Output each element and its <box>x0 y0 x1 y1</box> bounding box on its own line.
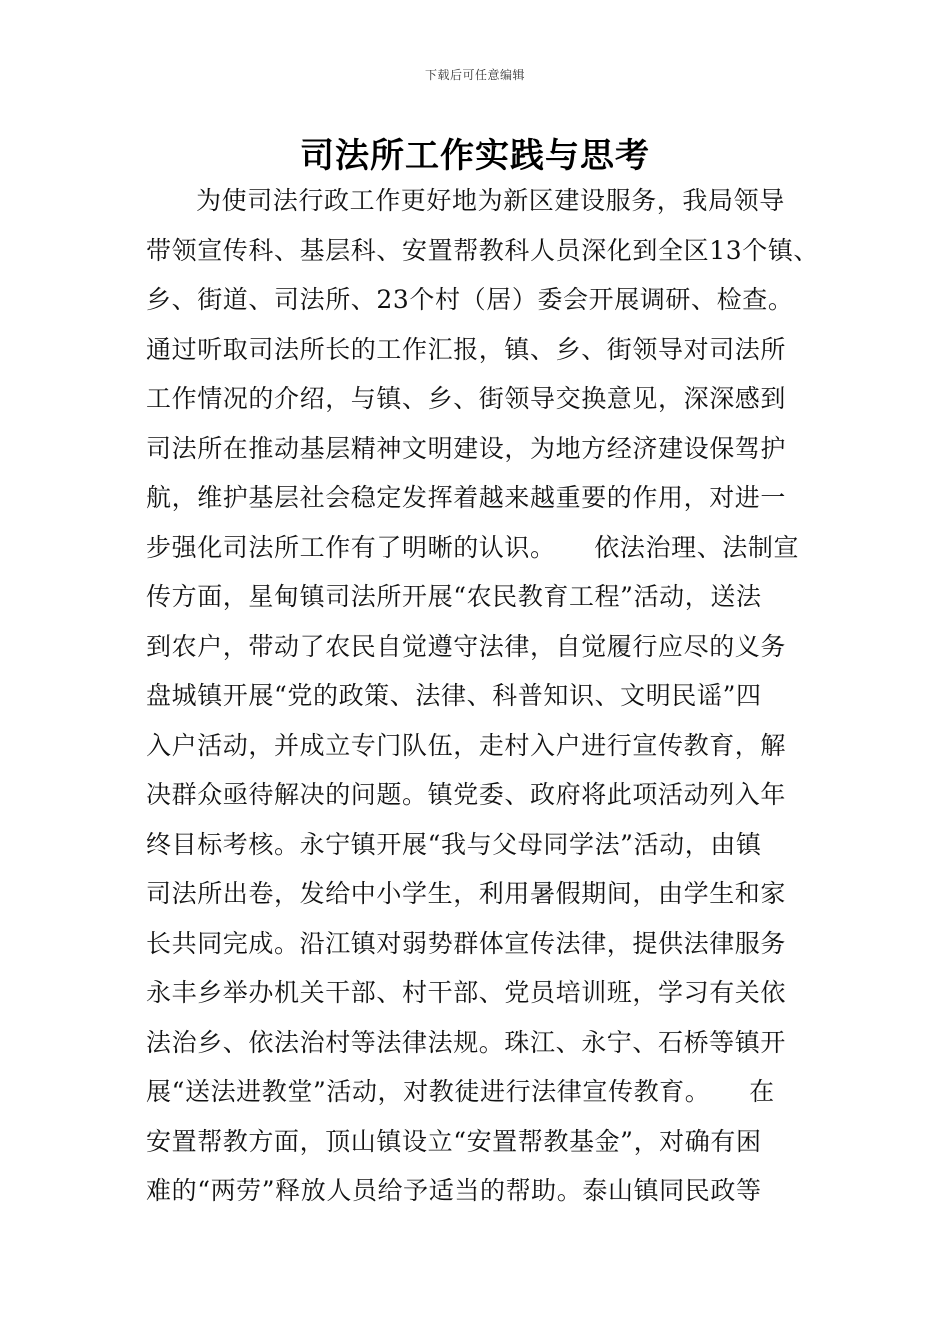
body-line: 难的“两劳”释放人员给予适当的帮助。泰山镇同民政等 <box>146 1176 762 1205</box>
body-line: 航，维护基层社会稳定发挥着越来越重要的作用，对进一 <box>146 483 787 512</box>
body-line: 传方面，星甸镇司法所开展“农民教育工程”活动，送法 <box>146 582 762 611</box>
body-line: 乡、街道、司法所、23个村（居）委会开展调研、检查。 <box>146 285 794 314</box>
document-title: 司法所工作实践与思考 <box>300 136 650 176</box>
page-header-note: 下载后可任意编辑 <box>424 68 525 82</box>
body-line: 工作情况的介绍，与镇、乡、街领导交换意见，深深感到 <box>146 384 787 413</box>
body-line: 永丰乡举办机关干部、村干部、党员培训班，学习有关依 <box>146 978 787 1007</box>
body-line: 安置帮教方面，顶山镇设立“安置帮教基金”，对确有困 <box>146 1126 762 1156</box>
body-line: 法治乡、依法治村等法律法规。珠江、永宁、石桥等镇开 <box>146 1027 787 1057</box>
body-line: 入户活动，并成立专门队伍，走村入户进行宣传教育，解 <box>146 730 787 760</box>
body-line: 为使司法行政工作更好地为新区建设服务，我局领导 <box>196 186 785 215</box>
body-line: 通过听取司法所长的工作汇报，镇、乡、街领导对司法所 <box>146 334 787 364</box>
body-line: 盘城镇开展“党的政策、法律、科普知识、文明民谣”四 <box>146 681 762 710</box>
body-line: 司法所在推动基层精神文明建设，为地方经济建设保驾护 <box>146 433 787 463</box>
body-line: 展“送法进教堂”活动，对教徒进行法律宣传教育。 在 <box>146 1077 775 1106</box>
body-line: 带领宣传科、基层科、安置帮教科人员深化到全区13个镇、 <box>146 235 820 265</box>
body-line: 终目标考核。永宁镇开展“我与父母同学法”活动，由镇 <box>146 829 762 859</box>
body-line: 步强化司法所工作有了明晰的认识。 依法治理、法制宣 <box>146 532 800 562</box>
document-body <box>146 176 826 1216</box>
body-line: 决群众亟待解决的问题。镇党委、政府将此项活动列入年 <box>146 780 787 809</box>
body-line: 司法所出卷，发给中小学生，利用暑假期间，由学生和家 <box>146 879 787 908</box>
body-line: 到农户，带动了农民自觉遵守法律，自觉履行应尽的义务 <box>146 631 787 661</box>
body-line: 长共同完成。沿江镇对弱势群体宣传法律，提供法律服务 <box>146 928 787 958</box>
